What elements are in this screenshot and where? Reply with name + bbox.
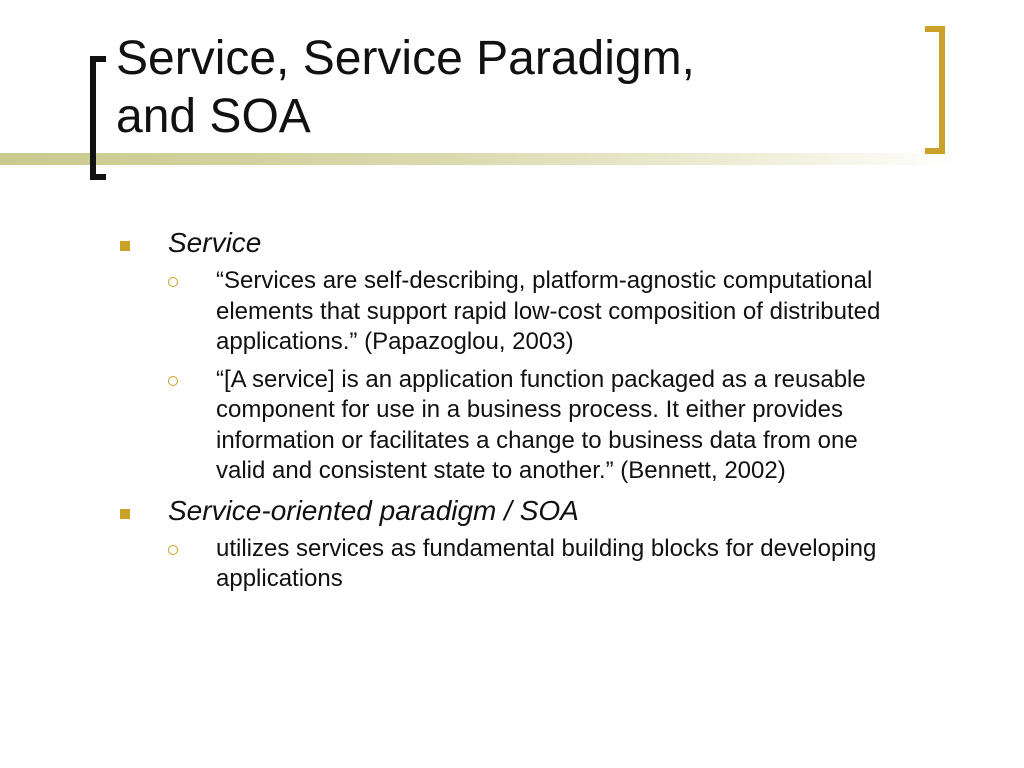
bullet-heading: Service [168,227,262,258]
sub-bullet-text: “Services are self-describing, platform-agnostic computational elements that support rapid low-cost composition of distributed applications.” (Papazoglou, 2003) [216,267,881,355]
sub-bullet-bennett [0,365,896,487]
sub-bullet-papazoglou [0,266,896,358]
slide-title-line-1: Service, Service Paradigm, [116,32,695,85]
bullet-service [0,226,1024,260]
slide-title-line-2: and SOA [116,90,311,143]
slide-body [0,226,1024,602]
sub-bullet-building-blocks [0,534,896,595]
hollow-circle-bullet-icon [168,376,178,386]
title-underline-band [0,153,960,165]
square-bullet-icon [120,241,130,251]
sub-bullet-text: “[A service] is an application function packaged as a reusable component for use in a business process. It either provides information or facilitates a change to business data from one valid and consistent state to another.” (Bennett, 2002) [216,365,866,484]
bullet-heading: Service-oriented paradigm / SOA [168,494,579,526]
sub-bullet-text: utilizes services as fundamental building blocks for developing applications [216,534,877,592]
square-bullet-icon [120,509,130,519]
hollow-circle-bullet-icon [168,545,178,555]
left-bracket-decoration [90,56,106,180]
right-bracket-decoration [925,26,945,154]
slide-title [116,30,916,146]
bullet-service-oriented-paradigm [0,494,1024,528]
hollow-circle-bullet-icon [168,277,178,287]
